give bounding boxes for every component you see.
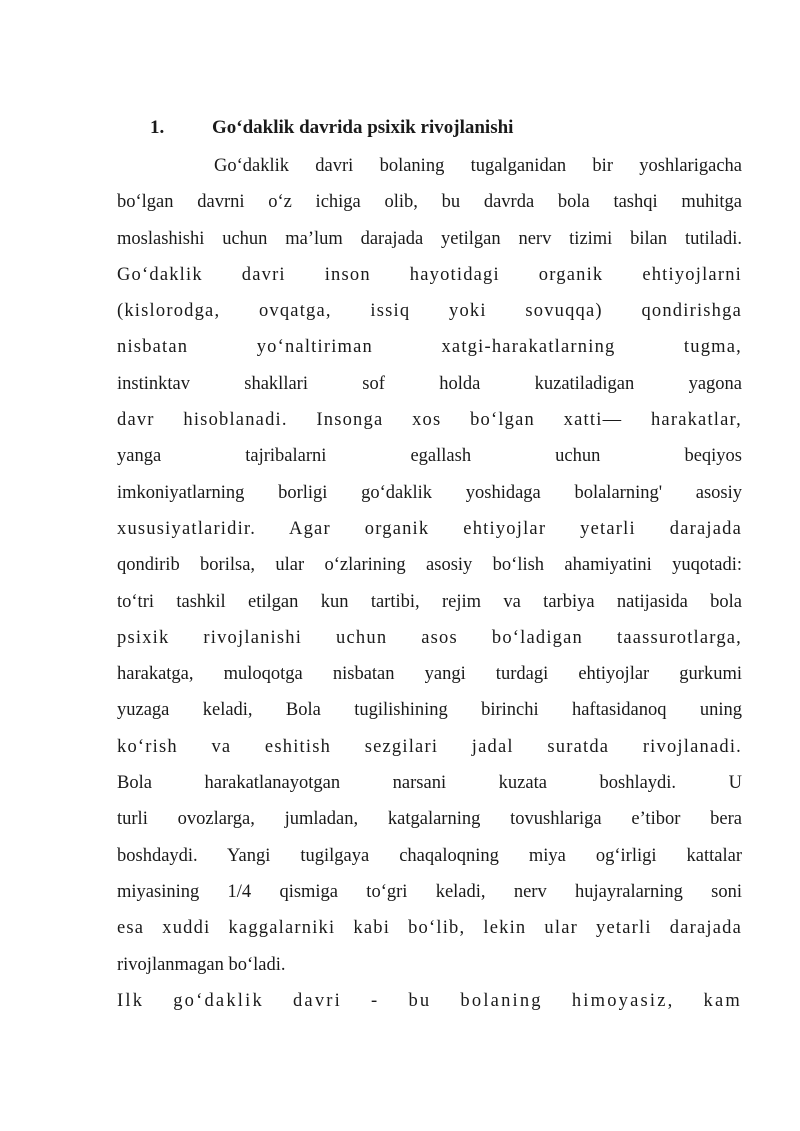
text-line: imkoniyatlarning borligi go‘daklik yoshidaga bolalarning' asosiy — [117, 482, 742, 503]
text-line: instinktav shakllari sof holda kuzatiladigan yagona — [117, 373, 742, 394]
section-heading — [150, 116, 513, 140]
text-line: turli ovozlarga, jumladan, katgalarning tovushlariga e’tibor bera — [117, 809, 742, 830]
text-line: ko‘rish va eshitish sezgilari jadal suratda rivojlanadi. — [117, 736, 742, 757]
section-title: Go‘daklik davrida psixik rivojlanishi — [212, 117, 514, 138]
text-line: yanga tajribalarni egallash uchun beqiyos — [117, 446, 742, 467]
text-line: moslashishi uchun ma’lum darajada yetilgan nerv tizimi bilan tutiladi. — [117, 228, 742, 249]
text-line: qondirib borilsa, ular o‘zlarining asosiy bo‘lish ahamiyatini yuqotadi: — [117, 555, 742, 576]
text-line: Ilk go‘daklik davri - bu bolaning himoyasiz, kam — [117, 990, 742, 1011]
text-line: davr hisoblanadi. Insonga xos bo‘lgan xatti— harakatlar, — [117, 410, 742, 431]
text-line: to‘tri tashkil etilgan kun tartibi, rejim va tarbiya natijasida bola — [117, 591, 742, 612]
text-line: Bola harakatlanayotgan narsani kuzata boshlaydi. U — [117, 773, 742, 794]
text-line: bo‘lgan davrni o‘z ichiga olib, bu davrda bola tashqi muhitga — [117, 192, 742, 213]
text-line: psixik rivojlanishi uchun asos bo‘ladigan taassurotlarga, — [117, 627, 742, 648]
text-line: xususiyatlaridir. Agar organik ehtiyojlar yetarli darajada — [117, 518, 742, 539]
text-line: rivojlanmagan bo‘ladi. — [117, 954, 286, 975]
text-line: boshdaydi. Yangi tugilgaya chaqaloqning miya og‘irligi kattalar — [117, 845, 742, 866]
text-line: miyasining 1/4 qismiga to‘gri keladi, nerv hujayralarning soni — [117, 881, 742, 902]
text-line: nisbatan yo‘naltiriman xatgi-harakatlarning tugma, — [117, 337, 742, 358]
text-line: yuzaga keladi, Bola tugilishining birinchi haftasidanoq uning — [117, 700, 742, 721]
text-line: harakatga, muloqotga nisbatan yangi turdagi ehtiyojlar gurkumi — [117, 664, 742, 685]
text-line: Go‘daklik davri inson hayotidagi organik ehtiyojlarni — [117, 264, 742, 285]
text-line: Go‘daklik davri bolaning tugalganidan bir yoshlarigacha — [214, 156, 742, 176]
body-text — [117, 148, 742, 1019]
section-number: 1. — [150, 117, 165, 138]
text-line: esa xuddi kaggalarniki kabi bo‘lib, lekin ular yetarli darajada — [117, 918, 742, 939]
text-line: (kislorodga, ovqatga, issiq yoki sovuqqa) qondirishga — [117, 301, 742, 322]
